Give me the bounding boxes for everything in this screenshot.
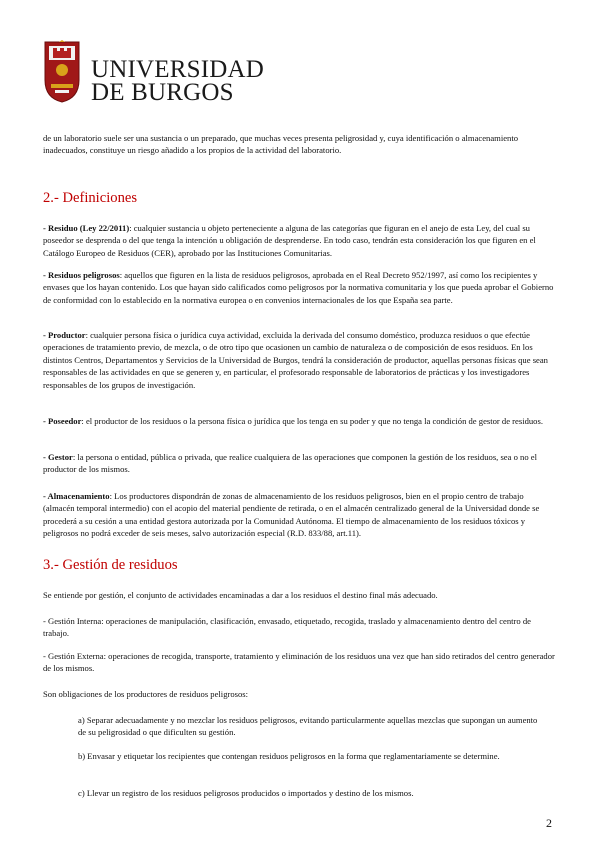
obligation-a: a) Separar adecuadamente y no mezclar los residuos peligrosos, evitando particularmente aquellas mezclas que supongan un aumento de su peligrosidad o que dificulten su gestión. <box>78 715 538 738</box>
term-residuo: - Residuo (Ley 22/2011) <box>43 223 130 233</box>
definition-gestor <box>43 451 557 476</box>
text-residuo: : cualquier sustancia u objeto perteneciente a alguna de las categorías que figuran en el anejo de esta Ley, del cual su poseedor se desprenda o del que tenga la intención u obligación de desprenderse. En todo caso, tendrán esta consideración los que figuren en el Catálogo Europeo de Residuos (CER), aprobado por las Instituciones Comunitarias. <box>43 223 536 258</box>
logo-wordmark <box>91 58 264 104</box>
term-almacenamiento: - Almacenamiento <box>43 491 110 501</box>
text-almacenamiento: : Los productores dispondrán de zonas de almacenamiento de los residuos peligrosos, bien en el propio centro de trabajo (almacén temporal intermedio) con el acopio del material pendiente de retirada, o en el almacén centralizado general de la Universidad donde se procederá a su cesión a una entidad gestora autorizada por la Comunidad Autónoma. El tiempo de almacenamiento de los residuos tóxicos y peligrosos no podrá exceder de seis meses, salvo autorización especial (R.D. 833/88, art.11). <box>43 491 540 539</box>
text-productor: : cualquier persona física o jurídica cuya actividad, excluida la derivada del consumo doméstico, produzca residuos o que efectúe operaciones de tratamiento previo, de mezcla, o de otro tipo que ocasionen un cambio de naturaleza o de composición de esos residuos. En los distintos Centros, Departamentos y Servicios de la Universidad de Burgos, tendrá la consideración de productor, aquellas personas físicas que sean responsables de las actividades en que se generen y, en particular, el profesorado responsable de laboratorios de prácticas y los investigadores responsables de los grupos de investigación. <box>43 330 548 390</box>
section-3-heading: 3.- Gestión de residuos <box>43 557 178 573</box>
page-number: 2 <box>546 816 552 830</box>
university-logo <box>38 36 265 116</box>
obligation-c: c) Llevar un registro de los residuos peligrosos producidos o importados y destino de los mismos. <box>78 788 414 798</box>
definition-residuo <box>43 222 557 259</box>
obligaciones-intro: Son obligaciones de los productores de residuos peligrosos: <box>43 689 249 699</box>
term-productor: - Productor <box>43 330 86 340</box>
gestion-interna: - Gestión Interna: operaciones de manipulación, clasificación, envasado, etiquetado, recogida, traslado y almacenamiento dentro del centro de trabajo. <box>43 616 531 639</box>
term-poseedor: - Poseedor <box>43 416 82 426</box>
definition-poseedor <box>43 415 557 427</box>
term-peligrosos: - Residuos peligrosos <box>43 270 120 280</box>
gestion-externa: - Gestión Externa: operaciones de recogida, transporte, tratamiento y eliminación de los residuos una vez que han sido retirados del centro generador de los mismos. <box>43 651 555 674</box>
coat-of-arms-icon <box>43 40 81 104</box>
text-peligrosos: : aquellos que figuren en la lista de residuos peligrosos, aprobada en el Real Decreto 952/1997, así como los recipientes y envases que los hayan contenido. Los que hayan sido calificados como peligrosos por la normativa comunitaria y los que pueda aprobar el Gobierno de conformidad con lo establecido en la normativa europea o en convenios internacionales de los que España sea parte. <box>43 270 554 305</box>
text-poseedor: : el productor de los residuos o la persona física o jurídica que los tenga en su poder y que no tenga la condición de gestor de residuos. <box>81 416 543 426</box>
logo-line-2: DE BURGOS <box>91 79 234 106</box>
term-gestor: - Gestor <box>43 452 73 462</box>
intro-paragraph: de un laboratorio suele ser una sustancia o un preparado, que muchas veces presenta peligrosidad y, cuya identificación o almacenamiento inadecuados, constituye un riesgo añadido a los propios de la actividad del laboratorio. <box>43 133 519 156</box>
definition-productor <box>43 329 557 391</box>
definition-peligrosos <box>43 269 557 306</box>
section-2-heading: 2.- Definiciones <box>43 190 138 206</box>
definition-almacenamiento <box>43 490 557 540</box>
obligation-b: b) Envasar y etiquetar los recipientes que contengan residuos peligrosos en la forma que reglamentariamente se determine. <box>78 751 500 761</box>
text-gestor: : la persona o entidad, pública o privada, que realice cualquiera de las operaciones que componen la gestión de los residuos, sea o no el productor de los mismos. <box>43 452 537 475</box>
logo-line-1: UNIVERSIDAD <box>91 56 265 83</box>
gestion-paragraph: Se entiende por gestión, el conjunto de actividades encaminadas a dar a los residuos el destino final más adecuado. <box>43 590 438 600</box>
